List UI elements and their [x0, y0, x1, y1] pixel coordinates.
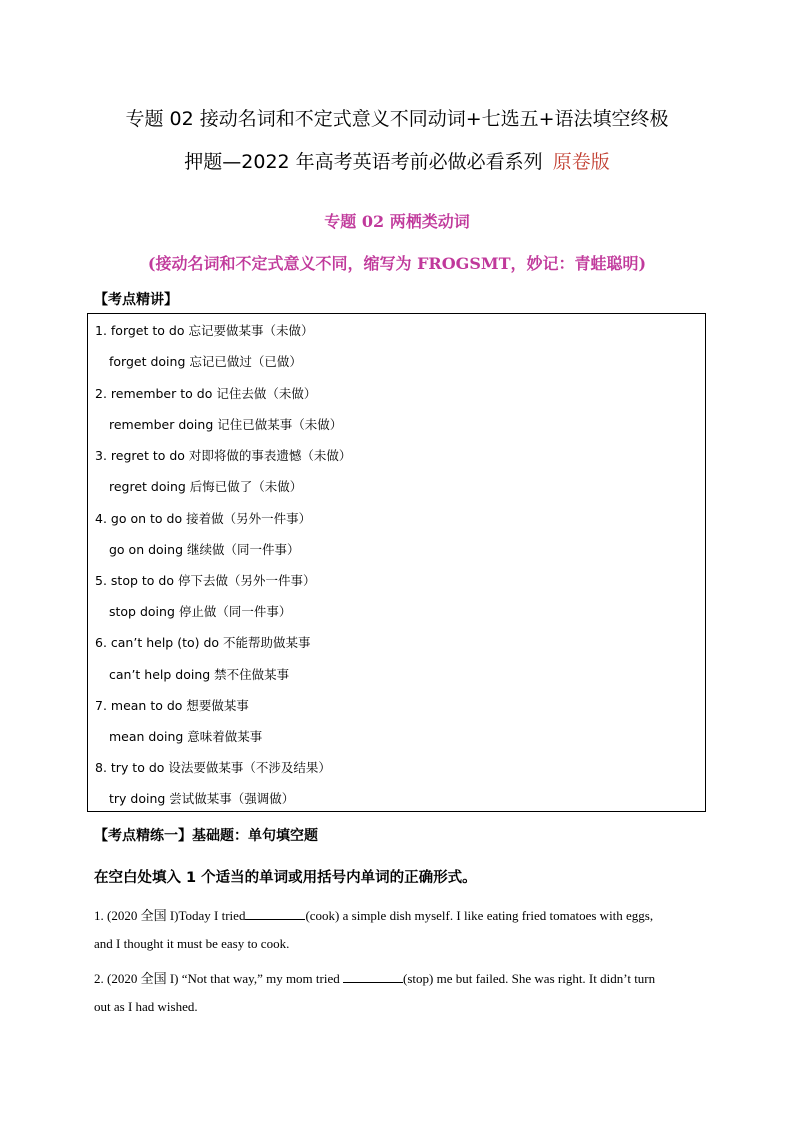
- key-point-row: go on doing 继续做（同一件事）: [109, 542, 300, 557]
- document-title-line-1: [0, 104, 794, 131]
- key-point-row: 4. go on to do 接着做（另外一件事）: [95, 511, 312, 526]
- key-point-row: try doing 尝试做某事（强调做）: [109, 791, 295, 806]
- key-point-row: 5. stop to do 停下去做（另外一件事）: [95, 573, 316, 588]
- answer-blank[interactable]: [245, 907, 305, 920]
- question-1-text-a: 1. (2020 全国 I)Today I tried: [94, 908, 246, 923]
- key-point-row: 1. forget to do 忘记要做某事（未做）: [95, 323, 314, 338]
- key-point-row: 6. can’t help (to) do 不能帮助做某事: [95, 635, 311, 650]
- key-point-row: stop doing 停止做（同一件事）: [109, 604, 292, 619]
- key-point-row: 2. remember to do 记住去做（未做）: [95, 386, 317, 401]
- question-2-line-2: out as I had wished.: [94, 999, 198, 1014]
- question-1-text-b: (cook) a simple dish myself. I like eating fried tomatoes with eggs,: [305, 908, 654, 923]
- key-point-row: 7. mean to do 想要做某事: [95, 698, 249, 713]
- key-point-row: 8. try to do 设法要做某事（不涉及结果）: [95, 760, 331, 775]
- question-1-line-1: [94, 905, 653, 924]
- key-point-row: mean doing 意味着做某事: [109, 729, 263, 744]
- topic-subtitle: (接动名词和不定式意义不同，缩写为 FROGSMT，妙记：青蛙聪明): [147, 254, 647, 273]
- key-point-row: regret doing 后悔已做了（未做）: [109, 479, 303, 494]
- question-1-line-2: and I thought it must be easy to cook.: [94, 936, 290, 951]
- topic-title: 专题 02 两栖类动词: [324, 212, 470, 231]
- key-point-row: 3. regret to do 对即将做的事表遗憾（未做）: [95, 448, 352, 463]
- answer-blank[interactable]: [343, 970, 403, 983]
- title-tag: 原卷版: [552, 151, 610, 173]
- question-2-text-a: 2. (2020 全国 I) “Not that way,” my mom tried: [94, 971, 343, 986]
- key-point-row: forget doing 忘记已做过（已做）: [109, 354, 302, 369]
- practice-label: 【考点精练一】基础题：单句填空题: [94, 828, 318, 844]
- title-text-2: 押题—2022 年高考英语考前必做必看系列: [184, 151, 543, 173]
- question-2-line-1: [94, 968, 655, 987]
- key-points-box: [87, 313, 706, 812]
- key-points-label: 【考点精讲】: [94, 292, 178, 308]
- title-text-1: 专题 02 接动名词和不定式意义不同动词+七选五+语法填空终极: [125, 108, 669, 130]
- key-point-row: remember doing 记住已做某事（未做）: [109, 417, 343, 432]
- question-2-text-b: (stop) me but failed. She was right. It didn’t turn: [403, 971, 656, 986]
- practice-instruction: 在空白处填入 1 个适当的单词或用括号内单词的正确形式。: [94, 870, 477, 886]
- document-title-line-2: [0, 147, 794, 174]
- key-point-row: can’t help doing 禁不住做某事: [109, 667, 290, 682]
